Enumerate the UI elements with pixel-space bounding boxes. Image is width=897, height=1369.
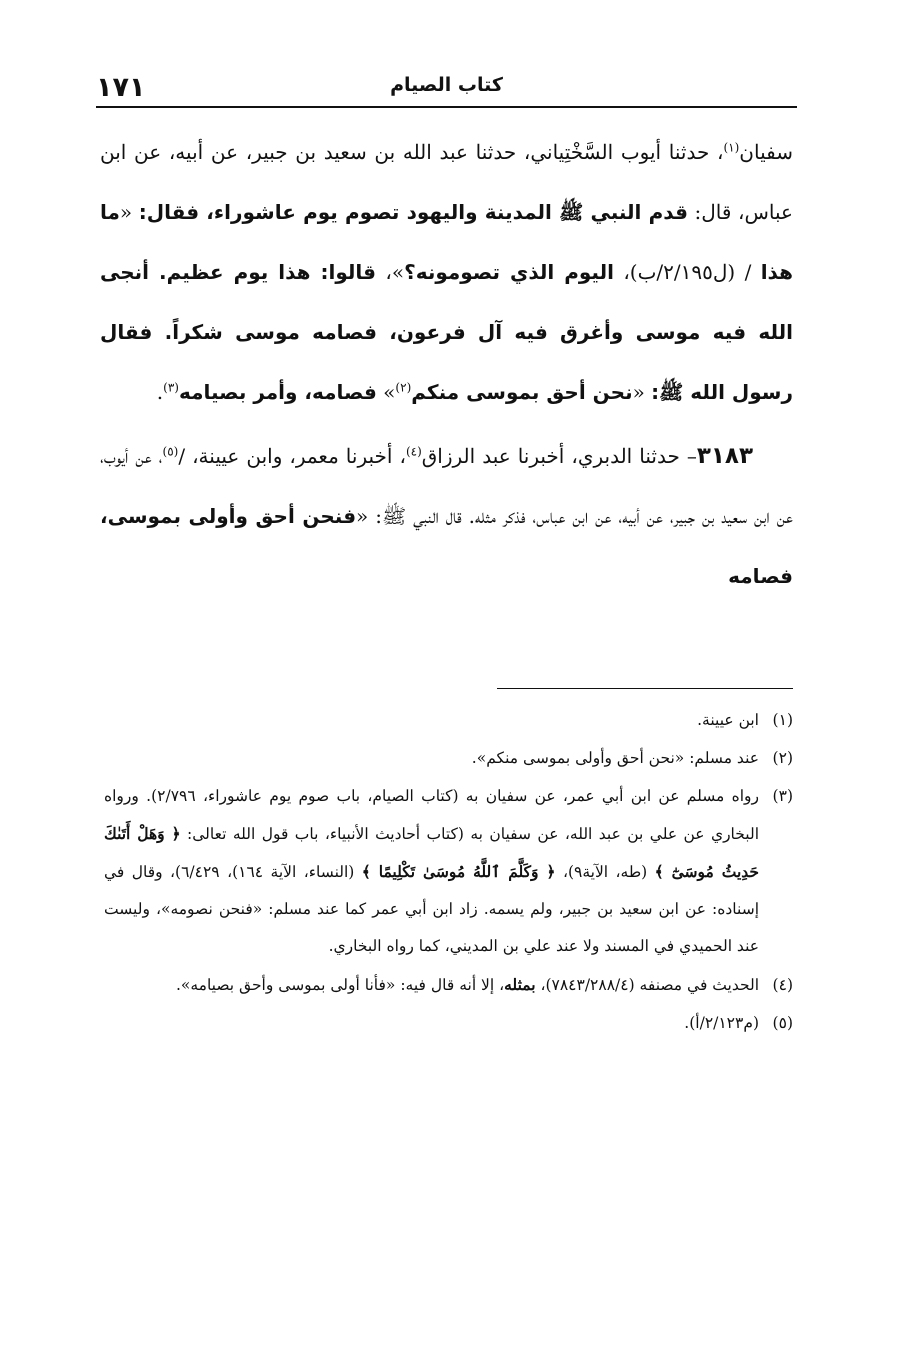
hadith-number: ٣١٨٣	[696, 443, 753, 469]
footnote-ref[interactable]: (٤)	[405, 444, 422, 459]
footnote-rule	[497, 688, 793, 689]
running-head	[96, 72, 797, 102]
footnote-4	[104, 966, 793, 1004]
manuscript-ref: / (ل٢/١٩٥/ب)،	[613, 260, 761, 284]
main-text	[100, 122, 793, 606]
footnote-ref[interactable]: (١)	[723, 140, 740, 155]
footnote-number: (٢)	[772, 749, 793, 767]
text-segment: »	[376, 380, 396, 404]
footnote-number: (٣)	[772, 787, 793, 805]
footnote-text: ابن عيينة.	[697, 711, 759, 729]
footnote-1	[104, 702, 793, 739]
text-segment: – حدثنا الدبري، أخبرنا عبد الرزاق	[421, 444, 697, 468]
hadith-matn: فصامه، وأمر بصيامه	[178, 380, 377, 404]
hadith-matn: نحن أحق بموسى منكم	[411, 380, 633, 404]
text-segment: سفيان	[739, 140, 793, 164]
footnote-text: ، إلا أنه قال فيه: «فأنا أولى بموسى وأحق بصيامه».	[175, 976, 505, 994]
chapter-title: كتاب الصيام	[390, 74, 503, 96]
text-segment: .	[156, 380, 164, 404]
hadith-paragraph-2	[100, 426, 793, 606]
footnote-5	[104, 1005, 793, 1042]
header-rule	[96, 106, 797, 108]
footnote-text: رواه مسلم عن ابن أبي عمر، عن سفيان به (كتاب الصيام، باب صوم يوم عاشوراء، ٢/٧٩٦). ورواه البخاري عن علي بن عبد الله، عن سفيان به (كتاب أحاديث الأنبياء، باب قول الله تعالى:	[104, 787, 759, 843]
page-number: ١٧١	[96, 72, 146, 103]
text-segment: «	[119, 200, 139, 224]
hadith-matn: اليوم الذي تصومونه؟	[404, 260, 614, 284]
footnote-text: الحديث في مصنفه (٧٨٤٣/٢٨٨/٤)،	[535, 976, 759, 994]
quran-verse: ﴿ وَكَلَّمَ ٱللَّهُ مُوسَىٰ تَكْلِيمًا ﴾	[361, 862, 556, 881]
hadith-matn: قالوا: هذا يوم عظيم. أنجى الله فيه موسى وأغرق فيه آل فرعون، فصامه موسى شكراً. فقال رسول الله ﷺ:	[100, 260, 793, 404]
text-segment: ، عن أيوب، عن ابن سعيد بن جبير، عن أبيه، عن ابن عباس، فذكر مثله. قال النبي ﷺ: «	[100, 444, 793, 528]
footnote-number: (٥)	[772, 1014, 793, 1032]
footnote-ref[interactable]: (٥)	[162, 444, 179, 459]
footnote-number: (٤)	[772, 976, 793, 994]
hadith-paragraph-1	[100, 122, 793, 422]
quran-verse: ﴿ وَهَلْ أَتَىٰكَ حَدِيثُ مُوسَىٰٓ ﴾	[104, 824, 759, 881]
hadith-matn: فنحن أحق وأولى بموسى، فصامه	[100, 504, 793, 588]
footnote-text: عند مسلم: «نحن أحق وأولى بموسى منكم».	[471, 749, 759, 767]
text-segment: «	[632, 380, 652, 404]
footnote-ref[interactable]: (٢)	[395, 380, 412, 395]
footnote-ref[interactable]: (٣)	[163, 380, 179, 395]
hadith-matn: ما هذا	[100, 200, 793, 284]
footnote-emphasis: بمثله	[504, 975, 536, 994]
footnote-text: (النساء، الآية ١٦٤)، ٦/٤٢٩)، وقال في إسناده: عن ابن سعيد بن جبير، ولم يسمه. زاد ابن أبي عمر كما عند مسلم: «فنحن نصومه»، وليست عند الحميدي في المسند ولا عند علي بن المديني، كما رواه البخاري.	[104, 863, 759, 955]
hadith-matn: قدم النبي ﷺ المدينة واليهود تصوم يوم عاشوراء، فقال:	[138, 200, 688, 224]
footnote-3	[104, 778, 793, 965]
footnote-number: (١)	[772, 711, 793, 729]
footnote-2	[104, 740, 793, 777]
text-segment: ، حدثنا أيوب السَّخْتِياني، حدثنا عبد الله بن سعيد بن جبير، عن أبيه، عن ابن عباس، قال:	[100, 140, 793, 224]
footnotes	[104, 702, 793, 1043]
text-segment: »،	[376, 260, 405, 284]
footnote-text: (طه، الآية٩)،	[555, 863, 655, 881]
text-segment: ، أخبرنا معمر، وابن عيينة، /	[178, 444, 406, 468]
footnote-text: (م٢/١٢٣/أ).	[684, 1014, 759, 1032]
